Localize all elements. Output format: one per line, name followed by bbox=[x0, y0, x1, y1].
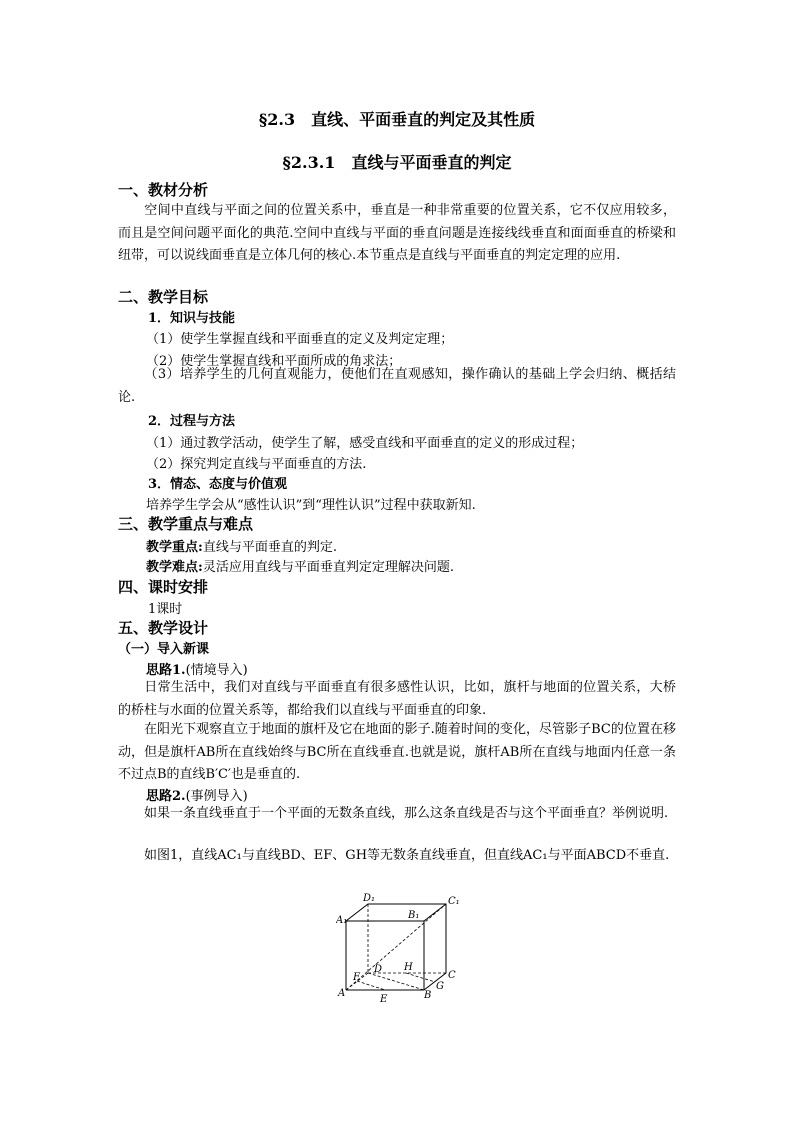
key-point-label: 教学重点: bbox=[146, 540, 203, 555]
class-hours: 1课时 bbox=[148, 602, 183, 617]
process-item-2: （2）探究判定直线与平面垂直的方法. bbox=[146, 457, 367, 472]
segment-gh bbox=[406, 973, 435, 982]
idea-2-text: (事例导入) bbox=[185, 789, 248, 804]
intro-paragraph-1 bbox=[118, 677, 676, 722]
section-heading-5: 五、教学设计 bbox=[118, 619, 209, 637]
subheading-values: 3．情态、态度与价值观 bbox=[148, 477, 288, 492]
label-a1: A₁ bbox=[336, 915, 348, 926]
intro-paragraph-1-text: 日常生活中，我们对直线与平面垂直有很多感性认识，比如，旗杆与地面的位置关系，大桥的桥柱与水面的位置关系等，都给我们以直线与平面垂直的印象. bbox=[118, 680, 676, 718]
process-item-1: （1）通过教学活动，使学生了解，感受直线和平面垂直的定义的形成过程； bbox=[146, 436, 584, 451]
intro-paragraph-2 bbox=[118, 719, 676, 787]
intro-paragraph-3-text: 如果一条直线垂直于一个平面的无数条直线，那么这条直线是否与这个平面垂直？举例说明. bbox=[144, 806, 669, 821]
section-1-paragraph bbox=[118, 200, 676, 268]
intro-paragraph-4-text: 如图1，直线AC₁与直线BD、EF、GH等无数条直线垂直，但直线AC₁与平面ABCD不垂直. bbox=[144, 848, 670, 863]
values-item-1: 培养学生学会从“感性认识”到“理性认识”过程中获取新知. bbox=[146, 498, 476, 513]
intro-paragraph-3 bbox=[118, 803, 676, 826]
section-1-text: 空间中直线与平面之间的位置关系中，垂直是一种非常重要的位置关系，它不仅应用较多，而且是空间问题平面化的典范.空间中直线与平面的垂直问题是连接线线垂直和面面垂直的桥梁和纽带，可以说线面垂直是立体几何的核心.本节重点是直线与平面垂直的判定定理的应用. bbox=[118, 203, 676, 263]
difficult-point bbox=[146, 556, 454, 575]
idea-2-label: 思路2. bbox=[146, 789, 186, 804]
label-f: F bbox=[353, 972, 360, 983]
key-point-text: 直线与平面垂直的判定. bbox=[202, 540, 337, 555]
idea-1-label: 思路1. bbox=[146, 663, 186, 678]
label-d1: D₁ bbox=[363, 893, 376, 904]
idea-2 bbox=[146, 785, 248, 804]
section-heading-3: 三、教学重点与难点 bbox=[118, 515, 254, 533]
cube-diagram bbox=[336, 890, 466, 1010]
difficult-point-text: 灵活应用直线与平面垂直判定定理解决问题. bbox=[202, 560, 454, 575]
label-g: G bbox=[436, 981, 444, 992]
knowledge-item-1: （1）使学生掌握直线和平面垂直的定义及判定定理； bbox=[146, 332, 454, 347]
main-title: §2.3 直线、平面垂直的判定及其性质 bbox=[258, 110, 536, 129]
knowledge-item-3-text: （3）培养学生的几何直观能力，使他们在直观感知，操作确认的基础上学会归纳、概括结论. bbox=[118, 367, 676, 405]
section-heading-4: 四、课时安排 bbox=[118, 578, 209, 596]
intro-paragraph-2-text: 在阳光下观察直立于地面的旗杆及它在地面的影子.随着时间的变化，尽管影子BC的位置在移动，但是旗杆AB所在直线始终与BC所在直线垂直.也就是说，旗杆AB所在直线与地面内任意一条不过点B的直线B′C′也是垂直的. bbox=[118, 722, 676, 782]
segment-ef bbox=[357, 981, 385, 990]
difficult-point-label: 教学难点: bbox=[146, 560, 203, 575]
label-e: E bbox=[380, 994, 388, 1005]
diagonal-ac1 bbox=[346, 904, 446, 990]
label-h: H bbox=[404, 962, 413, 973]
label-b1: B₁ bbox=[408, 910, 420, 921]
subheading-process: 2．过程与方法 bbox=[148, 414, 236, 429]
knowledge-item-3 bbox=[118, 364, 676, 409]
label-a: A bbox=[338, 988, 346, 999]
label-d: D bbox=[374, 964, 383, 975]
subtitle: §2.3.1 直线与平面垂直的判定 bbox=[282, 153, 512, 172]
subheading-intro: （一）导入新课 bbox=[118, 642, 210, 657]
cube-figure bbox=[336, 890, 466, 1010]
label-c1: C₁ bbox=[448, 896, 460, 907]
knowledge-item-2: （2）使学生掌握直线和平面所成的角求法； bbox=[146, 354, 402, 369]
idea-1 bbox=[146, 659, 248, 678]
intro-paragraph-4 bbox=[118, 845, 676, 868]
section-heading-1: 一、教材分析 bbox=[118, 181, 209, 199]
key-point bbox=[146, 536, 337, 555]
subheading-knowledge: 1．知识与技能 bbox=[148, 311, 236, 326]
idea-1-text: (情境导入) bbox=[185, 663, 248, 678]
section-heading-2: 二、教学目标 bbox=[118, 288, 209, 306]
label-b: B bbox=[424, 990, 432, 1001]
label-c: C bbox=[448, 970, 456, 981]
